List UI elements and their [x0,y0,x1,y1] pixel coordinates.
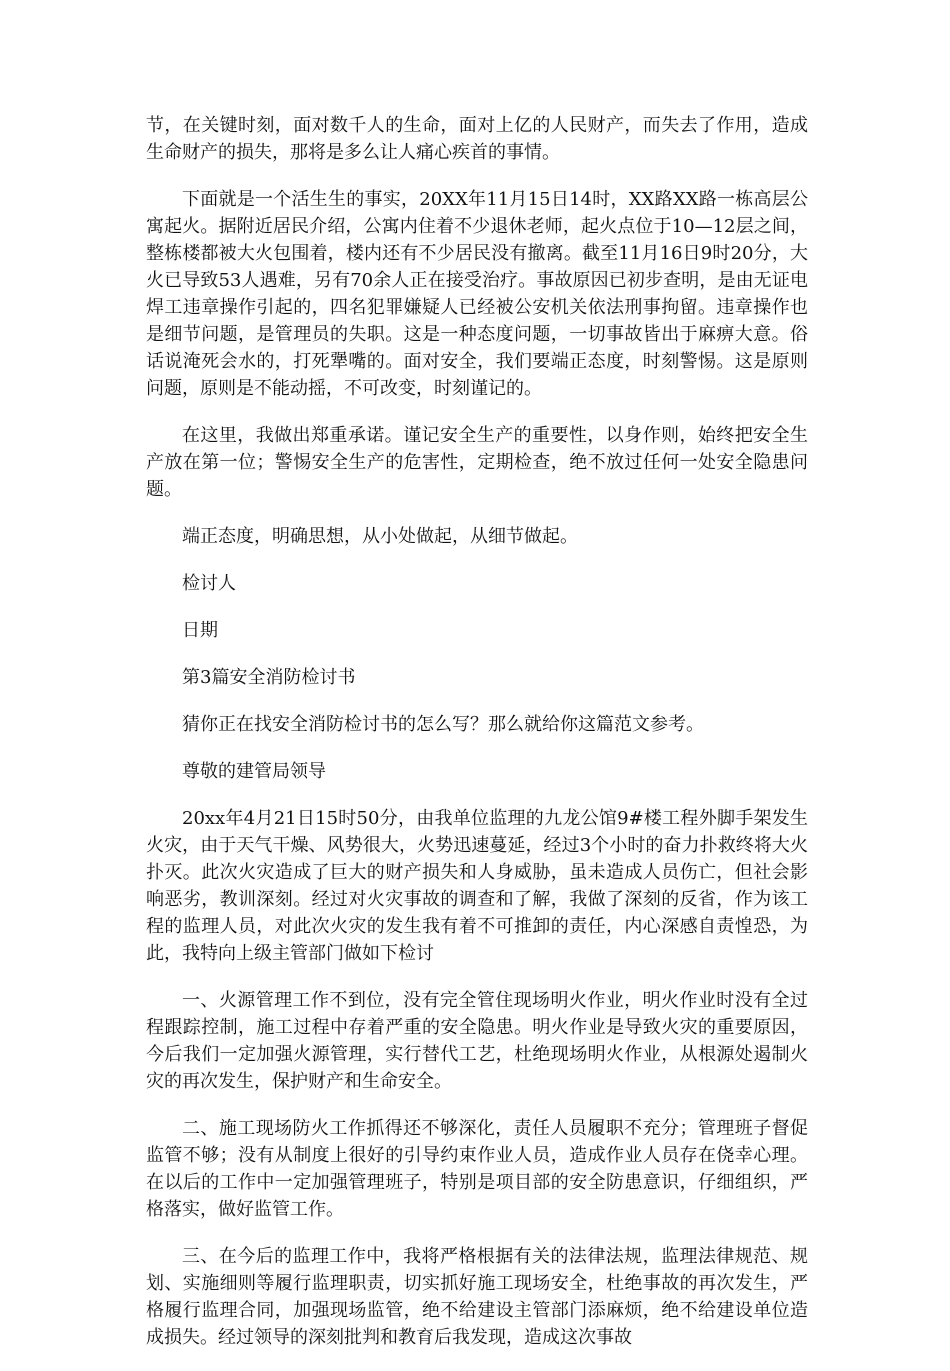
salutation: 尊敬的建管局领导 [182,761,326,782]
paragraph-point-three: 三、在今后的监理工作中，我将严格根据有关的法律法规，监理法律规范、规划、实施细则等履行监理职责，切实抓好施工现场安全，杜绝事故的再次发生，严格履行监理合同，加强现场监管，绝不给建设主管部门添麻烦，绝不给建设单位造成损失。经过领导的深刻批判和教育后我发现，造成这次事故 [146,1246,808,1348]
paragraph-intro: 猜你正在找安全消防检讨书的怎么写？那么就给你这篇范文参考。 [182,714,704,735]
section-heading: 第3篇安全消防检讨书 [182,667,356,688]
document-body [146,112,808,1371]
paragraph-incident-report: 20xx年4月21日15时50分，由我单位监理的九龙公馆9#楼工程外脚手架发生火灾，由于天气干燥、风势很大，火势迅速蔓延，经过3个小时的奋力扑救终将大火扑灭。此次火灾造成了巨大的财产损失和人身威胁，虽未造成人员伤亡，但社会影响恶劣，教训深刻。经过对火灾事故的调查和了解，我做了深刻的反省，作为该工程的监理人员，对此次火灾的发生我有着不可推卸的责任，内心深感自责惶恐，为此，我特向上级主管部门做如下检讨 [146,808,808,964]
paragraph-point-one: 一、火源管理工作不到位，没有完全管住现场明火作业，明火作业时没有全过程跟踪控制，施工过程中存着严重的安全隐患。明火作业是导致火灾的重要原因，今后我们一定加强火源管理，实行替代工艺，杜绝现场明火作业，从根源处遏制火灾的再次发生，保护财产和生命安全。 [146,990,808,1092]
paragraph-fire-incident: 下面就是一个活生生的事实，20XX年11月15日14时，XX路XX路一栋高层公寓起火。据附近居民介绍，公寓内住着不少退休老师，起火点位于10—12层之间，整栋楼都被大火包围着，楼内还有不少居民没有撤离。截至11月16日9时20分，大火已导致53人遇难，另有70余人正在接受治疗。事故原因已初步查明，是由无证电焊工违章操作引起的，四名犯罪嫌疑人已经被公安机关依法刑事拘留。违章操作也是细节问题，是管理员的失职。这是一种态度问题，一切事故皆出于麻痹大意。俗话说淹死会水的，打死犟嘴的。面对安全，我们要端正态度，时刻警惕。这是原则问题，原则是不能动摇，不可改变，时刻谨记的。 [146,189,808,399]
paragraph-continuation: 节，在关键时刻，面对数千人的生命，面对上亿的人民财产，而失去了作用，造成生命财产的损失，那将是多么让人痛心疾首的事情。 [146,115,808,163]
paragraph-attitude: 端正态度，明确思想，从小处做起，从细节做起。 [182,526,578,547]
paragraph-commitment: 在这里，我做出郑重承诺。谨记安全生产的重要性，以身作则，始终把安全生产放在第一位；警惕安全生产的危害性，定期检查，绝不放过任何一处安全隐患问题。 [146,425,808,500]
date-label: 日期 [182,620,218,641]
signature-label: 检讨人 [182,573,236,594]
paragraph-point-two: 二、施工现场防火工作抓得还不够深化，责任人员履职不充分；管理班子督促监管不够；没有从制度上很好的引导约束作业人员，造成作业人员存在侥幸心理。在以后的工作中一定加强管理班子，特别是项目部的安全防患意识，仔细组织，严格落实，做好监管工作。 [146,1118,808,1220]
